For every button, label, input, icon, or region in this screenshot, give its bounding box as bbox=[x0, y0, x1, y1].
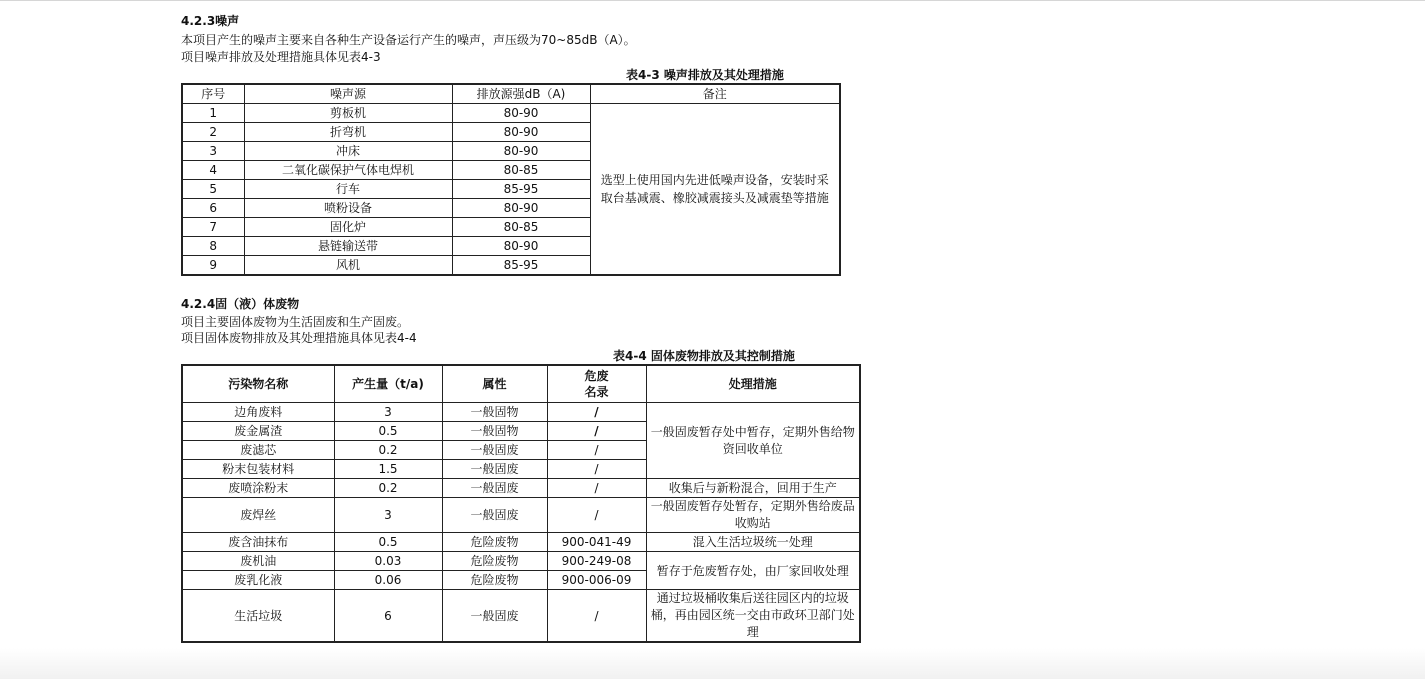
table-row bbox=[182, 479, 860, 498]
cell-measure: 一般固废暂存处暂存，定期外售给废品收购站 bbox=[646, 498, 860, 533]
cell-source: 悬链输送带 bbox=[244, 237, 452, 256]
cell-name: 粉末包装材料 bbox=[182, 460, 334, 479]
section-heading-noise: 4.2.3噪声 bbox=[181, 14, 240, 28]
cell-name: 废含油抹布 bbox=[182, 533, 334, 552]
cell-source: 冲床 bbox=[244, 142, 452, 161]
cell-source: 二氧化碳保护气体电焊机 bbox=[244, 161, 452, 180]
cell-code: / bbox=[547, 460, 646, 479]
cell-source: 折弯机 bbox=[244, 123, 452, 142]
cell-measure: 一般固废暂存处中暂存，定期外售给物资回收单位 bbox=[646, 403, 860, 479]
cell-attr: 一般固废 bbox=[442, 460, 547, 479]
cell-source: 固化炉 bbox=[244, 218, 452, 237]
cell-code: / bbox=[547, 441, 646, 460]
cell-no: 9 bbox=[182, 256, 244, 276]
cell-level: 80-90 bbox=[452, 237, 590, 256]
cell-measure: 混入生活垃圾统一处理 bbox=[646, 533, 860, 552]
cell-level: 80-90 bbox=[452, 142, 590, 161]
cell-code: / bbox=[547, 422, 646, 441]
cell-measure: 收集后与新粉混合，回用于生产 bbox=[646, 479, 860, 498]
cell-source: 喷粉设备 bbox=[244, 199, 452, 218]
cell-amount: 3 bbox=[334, 498, 442, 533]
cell-amount: 0.5 bbox=[334, 422, 442, 441]
header-cell: 噪声源 bbox=[244, 84, 452, 104]
header-cell-hazard-list bbox=[547, 365, 646, 403]
cell-attr: 危险废物 bbox=[442, 571, 547, 590]
noise-table bbox=[181, 83, 841, 276]
cell-name: 废喷涂粉末 bbox=[182, 479, 334, 498]
cell-attr: 一般固物 bbox=[442, 403, 547, 422]
table-caption-4-4: 表4-4 固体废物排放及其控制措施 bbox=[613, 349, 795, 363]
header-cell: 备注 bbox=[590, 84, 840, 104]
noise-paragraph-2: 项目噪声排放及处理措施具体见表4-3 bbox=[181, 50, 381, 64]
table-row bbox=[182, 552, 860, 571]
cell-amount: 0.06 bbox=[334, 571, 442, 590]
cell-code: 900-006-09 bbox=[547, 571, 646, 590]
cell-name: 废焊丝 bbox=[182, 498, 334, 533]
header-cell: 产生量（t/a) bbox=[334, 365, 442, 403]
cell-amount: 3 bbox=[334, 403, 442, 422]
cell-level: 85-95 bbox=[452, 180, 590, 199]
cell-level: 80-85 bbox=[452, 161, 590, 180]
cell-note: 选型上使用国内先进低噪声设备，安装时采取台基减震、橡胶减震接头及减震垫等措施 bbox=[590, 104, 840, 276]
cell-code: 900-041-49 bbox=[547, 533, 646, 552]
header-cell: 属性 bbox=[442, 365, 547, 403]
cell-attr: 一般固废 bbox=[442, 590, 547, 643]
table-header-row bbox=[182, 365, 860, 403]
cell-attr: 一般固废 bbox=[442, 498, 547, 533]
page-bottom-shadow bbox=[0, 648, 1425, 679]
cell-attr: 一般固物 bbox=[442, 422, 547, 441]
table-row bbox=[182, 498, 860, 533]
cell-no: 4 bbox=[182, 161, 244, 180]
cell-name: 废滤芯 bbox=[182, 441, 334, 460]
cell-measure: 暂存于危废暂存处，由厂家回收处理 bbox=[646, 552, 860, 590]
cell-measure: 通过垃圾桶收集后送往园区内的垃圾桶，再由园区统一交由市政环卫部门处理 bbox=[646, 590, 860, 643]
cell-source: 剪板机 bbox=[244, 104, 452, 123]
cell-no: 5 bbox=[182, 180, 244, 199]
cell-attr: 危险废物 bbox=[442, 552, 547, 571]
cell-no: 3 bbox=[182, 142, 244, 161]
cell-name: 边角废料 bbox=[182, 403, 334, 422]
header-hazard-line-1: 危废 bbox=[584, 369, 609, 383]
table-row bbox=[182, 403, 860, 422]
table-row bbox=[182, 533, 860, 552]
cell-level: 85-95 bbox=[452, 256, 590, 276]
waste-paragraph-2: 项目固体废物排放及其处理措施具体见表4-4 bbox=[181, 331, 417, 345]
cell-source: 风机 bbox=[244, 256, 452, 276]
header-hazard-line-2: 名录 bbox=[584, 385, 609, 399]
cell-attr: 一般固废 bbox=[442, 441, 547, 460]
cell-amount: 1.5 bbox=[334, 460, 442, 479]
cell-amount: 0.2 bbox=[334, 441, 442, 460]
cell-level: 80-90 bbox=[452, 104, 590, 123]
cell-code: / bbox=[547, 403, 646, 422]
noise-paragraph-1: 本项目产生的噪声主要来自各种生产设备运行产生的噪声，声压级为70~85dB（A）。 bbox=[181, 33, 636, 47]
waste-paragraph-1: 项目主要固体废物为生活固废和生产固废。 bbox=[181, 315, 410, 329]
header-cell: 排放源强dB（A) bbox=[452, 84, 590, 104]
cell-name: 生活垃圾 bbox=[182, 590, 334, 643]
cell-code: 900-249-08 bbox=[547, 552, 646, 571]
cell-source: 行车 bbox=[244, 180, 452, 199]
cell-no: 8 bbox=[182, 237, 244, 256]
cell-amount: 0.2 bbox=[334, 479, 442, 498]
table-header-row bbox=[182, 84, 840, 104]
cell-amount: 0.03 bbox=[334, 552, 442, 571]
header-cell: 序号 bbox=[182, 84, 244, 104]
cell-level: 80-90 bbox=[452, 199, 590, 218]
cell-code: / bbox=[547, 590, 646, 643]
cell-amount: 6 bbox=[334, 590, 442, 643]
cell-attr: 一般固废 bbox=[442, 479, 547, 498]
cell-no: 7 bbox=[182, 218, 244, 237]
section-heading-waste: 4.2.4固（液）体废物 bbox=[181, 297, 300, 311]
solid-waste-table bbox=[181, 364, 861, 643]
table-row bbox=[182, 590, 860, 643]
header-cell: 污染物名称 bbox=[182, 365, 334, 403]
cell-attr: 危险废物 bbox=[442, 533, 547, 552]
cell-name: 废机油 bbox=[182, 552, 334, 571]
table-caption-4-3: 表4-3 噪声排放及其处理措施 bbox=[626, 68, 784, 82]
cell-level: 80-85 bbox=[452, 218, 590, 237]
cell-code: / bbox=[547, 479, 646, 498]
header-cell: 处理措施 bbox=[646, 365, 860, 403]
cell-level: 80-90 bbox=[452, 123, 590, 142]
cell-no: 1 bbox=[182, 104, 244, 123]
cell-code: / bbox=[547, 498, 646, 533]
cell-name: 废金属渣 bbox=[182, 422, 334, 441]
cell-no: 2 bbox=[182, 123, 244, 142]
cell-name: 废乳化液 bbox=[182, 571, 334, 590]
table-row bbox=[182, 104, 840, 123]
cell-no: 6 bbox=[182, 199, 244, 218]
cell-amount: 0.5 bbox=[334, 533, 442, 552]
